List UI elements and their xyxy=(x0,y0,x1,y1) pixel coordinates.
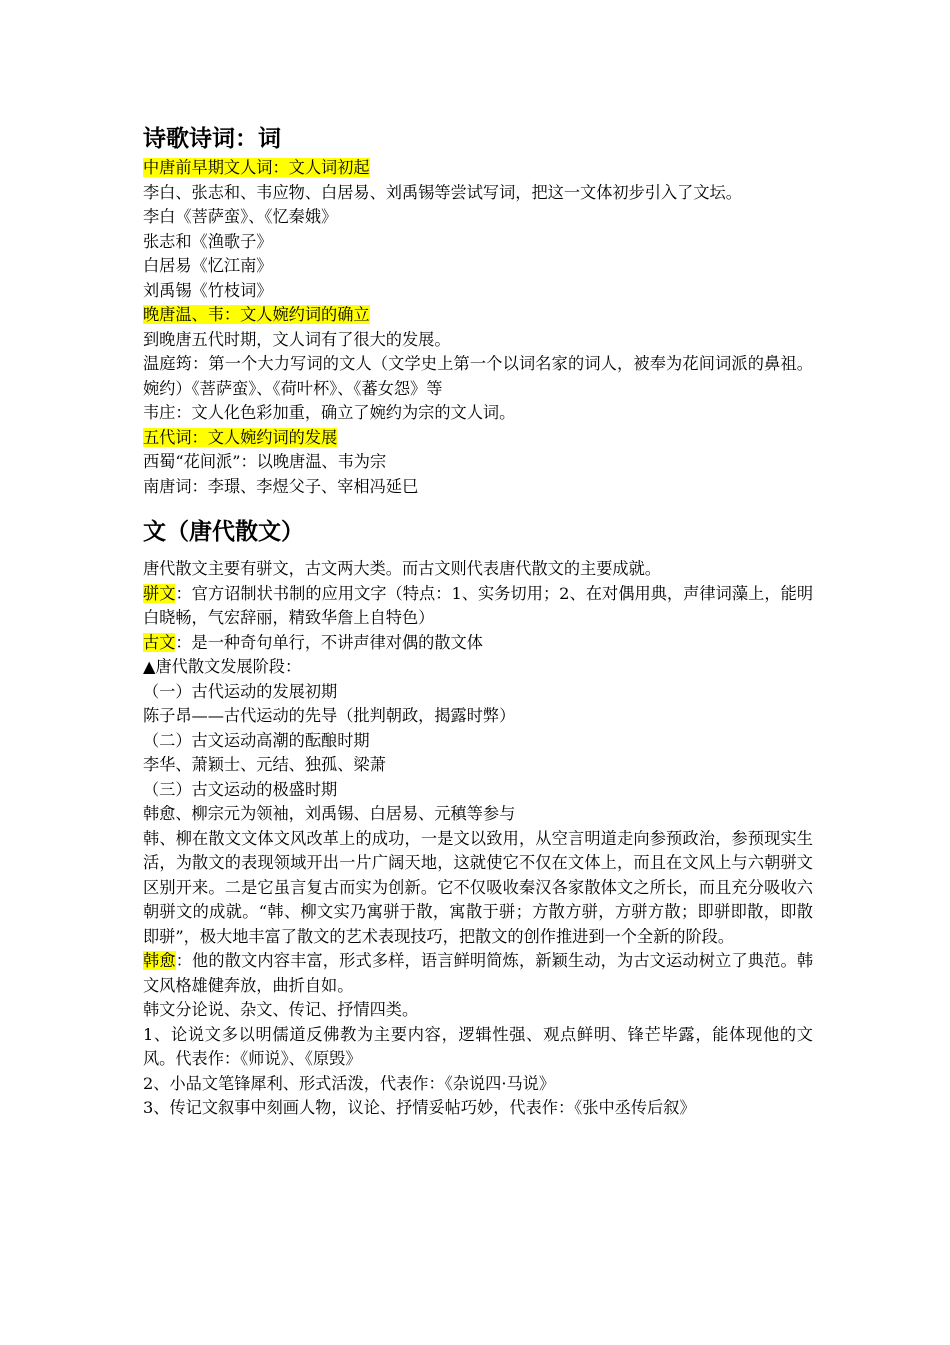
section-body-ci xyxy=(143,156,813,499)
paragraph-text: ：他的散文内容丰富，形式多样，语言鲜明简炼，新颖生动，为古文运动树立了典范。韩文风格雄健奔放，曲折自如。 xyxy=(143,951,814,995)
paragraph-line: （一）古代运动的发展初期 xyxy=(143,681,338,701)
paragraph-line: 西蜀“花间派”：以晚唐温、韦为宗 xyxy=(143,452,387,471)
subheading-zhongtang xyxy=(143,156,813,181)
paragraph-line-pianwen xyxy=(143,582,813,631)
paragraph-line: 南唐词：李璟、李煜父子、宰相冯延巳 xyxy=(143,476,419,496)
highlighted-text: 骈文 xyxy=(143,583,176,603)
paragraph-line: 李华、萧颖士、元结、独孤、梁萧 xyxy=(143,755,386,774)
section-title-wen: 文（唐代散文） xyxy=(143,518,304,545)
paragraph-line: 刘禹锡《竹枝词》 xyxy=(143,280,273,300)
paragraph-text: ：是一种奇句单行，不讲声律对偶的散文体 xyxy=(175,632,483,652)
highlighted-text: 晚唐温、韦：文人婉约词的确立 xyxy=(143,305,370,324)
paragraph-line: 李白、张志和、韦应物、白居易、刘禹锡等尝试写词，把这一文体初步引入了文坛。 xyxy=(143,182,742,202)
paragraph-line: 张志和《渔歌子》 xyxy=(143,231,273,251)
paragraph-line: 韦庄：文人化色彩加重，确立了婉约为宗的文人词。 xyxy=(143,403,516,422)
paragraph-line: （三）古文运动的极盛时期 xyxy=(143,779,338,799)
paragraph-line: 韩愈、柳宗元为领袖，刘禹锡、白居易、元稹等参与 xyxy=(143,804,516,823)
section-body-wen xyxy=(143,557,813,1121)
paragraph-line: 3、传记文叙事中刻画人物，议论、抒情妥帖巧妙，代表作：《张中丞传后叙》 xyxy=(143,1098,696,1117)
paragraph-line: 2、小品文笔锋犀利、形式活泼，代表作：《杂说四·马说》 xyxy=(143,1073,556,1093)
highlighted-text: 五代词：文人婉约词的发展 xyxy=(143,427,338,447)
paragraph-line: 唐代散文主要有骈文，古文两大类。而古文则代表唐代散文的主要成就。 xyxy=(143,559,661,578)
paragraph-line: 李白《菩萨蛮》、《忆秦娥》 xyxy=(143,207,338,226)
paragraph-line: 到晚唐五代时期，文人词有了很大的发展。 xyxy=(143,329,451,349)
paragraph-line: 陈子昂——古代运动的先导（批判朝政，揭露时弊） xyxy=(143,706,516,725)
highlighted-text: 古文 xyxy=(143,632,176,652)
subheading-wantang xyxy=(143,303,813,328)
paragraph-line-guwen xyxy=(143,631,813,656)
document-page xyxy=(143,122,813,1121)
section-title-ci: 诗歌诗词：词 xyxy=(143,125,281,152)
paragraph-line: 1、论说文多以明儒道反佛教为主要内容，逻辑性强、观点鲜明、锋芒毕露，能体现他的文风。代表作：《师说》、《原毁》 xyxy=(143,1024,813,1068)
highlighted-text: 韩愈 xyxy=(143,951,176,970)
paragraph-line: （二）古文运动高潮的酝酿时期 xyxy=(143,730,370,750)
subheading-wudai xyxy=(143,426,813,451)
paragraph-text: ：官方诏制状书制的应用文字（特点：1、实务切用；2、在对偶用典，声律词藻上，能明白晓畅，气宏辞丽，精致华詹上自特色） xyxy=(143,583,814,627)
paragraph-line-hanyu xyxy=(143,949,813,998)
paragraph-line: 白居易《忆江南》 xyxy=(143,256,273,275)
paragraph-line: 韩文分论说、杂文、传记、抒情四类。 xyxy=(143,1000,419,1019)
highlighted-text: 中唐前早期文人词：文人词初起 xyxy=(143,158,370,177)
paragraph-line: ▲唐代散文发展阶段： xyxy=(143,657,302,676)
paragraph-line: 温庭筠：第一个大力写词的文人（文学史上第一个以词名家的词人，被奉为花间词派的鼻祖。婉约）《菩萨蛮》、《荷叶杯》、《蕃女怨》等 xyxy=(143,354,813,398)
paragraph-line: 韩、柳在散文文体文风改革上的成功，一是文以致用，从空言明道走向参预政治，参预现实生活，为散文的表现领域开出一片广阔天地，这就使它不仅在文体上，而且在文风上与六朝骈文区别开来。二是它虽言复古而实为创新。它不仅吸收秦汉各家散体文之所长，而且充分吸收六朝骈文的成就。“韩、柳文实乃寓骈于散，寓散于骈；方散方骈，方骈方散；即骈即散，即散即骈”，极大地丰富了散文的艺术表现技巧，把散文的创作推进到一个全新的阶段。 xyxy=(143,828,813,946)
